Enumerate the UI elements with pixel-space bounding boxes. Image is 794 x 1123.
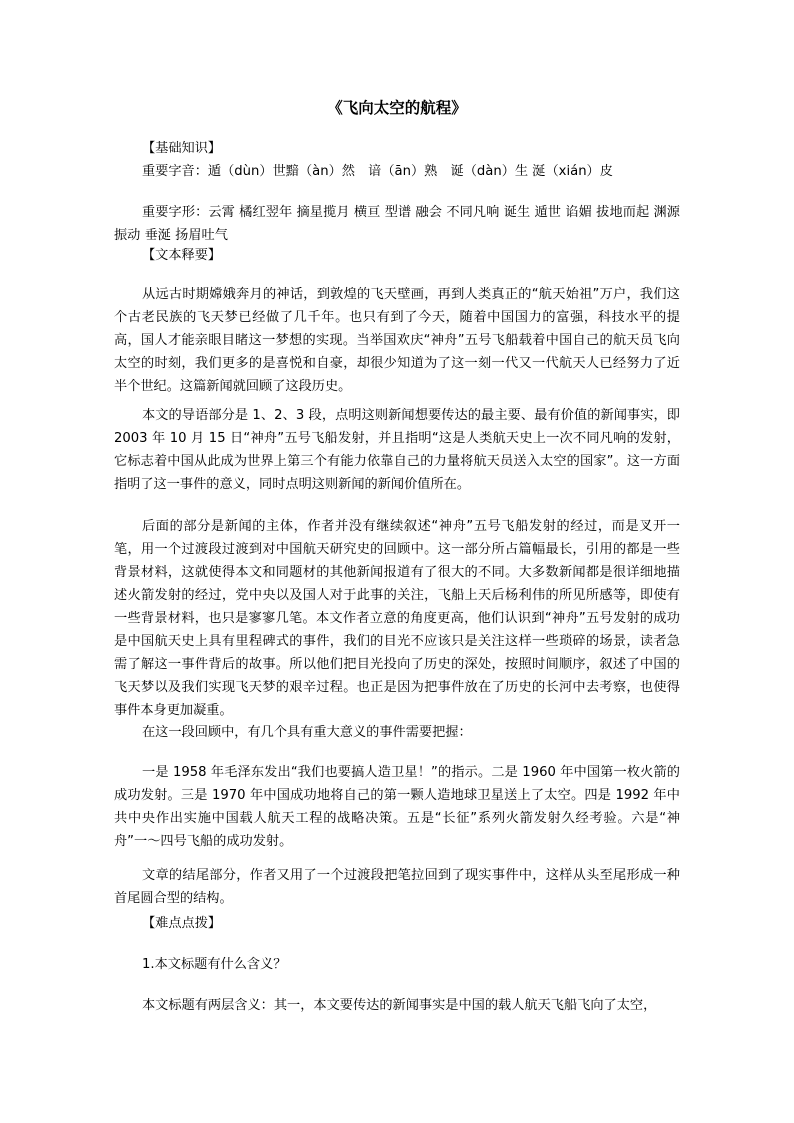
body-paragraph-4: 在这一段回顾中，有几个具有重大意义的事件需要把握： — [142, 725, 472, 740]
body-paragraph-5: 一是 1958 年毛泽东发出“我们也要搞人造卫星！”的指示。二是 1960 年中国第一枚火箭的成功发射。三是 1970 年中国成功地将自己的第一颗人造地球卫星送上了太空。四是 1992 年中共中央作出实施中国载人航天工程的战略决策。五是“长征”系列火箭发射久经考验。六是“神舟”一～四号飞船的成功发射。 — [114, 765, 680, 849]
answer-1: 本文标题有两层含义：其一，本文要传达的新闻事实是中国的载人航天飞船飞向了太空， — [142, 998, 657, 1013]
body-paragraph-2: 本文的导语部分是 1、2、3 段，点明这则新闻想要传达的最主要、最有价值的新闻事实，即 2003 年 10 月 15 日“神舟”五号飞船发射，并且指明“这是人类航天史上一次不同凡响的发射，它标志着中国从此成为世界上第三个有能力依靠自己的力量将航天员送入太空的国家”。这一方面指明了这一事件的意义，同时点明这则新闻的新闻价值所在。 — [114, 408, 681, 492]
section-heading-interpret: 【文本释要】 — [142, 248, 222, 263]
question-1: 1.本文标题有什么含义？ — [142, 957, 287, 972]
section-heading-basic: 【基础知识】 — [142, 141, 222, 156]
characters-paragraph: 重要字形：云霄 橘红翌年 摘星揽月 横亘 型谱 融会 不同凡响 诞生 遁世 谄媚 拔地而起 渊源 振动 垂涎 扬眉吐气 — [114, 205, 680, 243]
pronunciation-line: 重要字音：遁（dùn）世黯（àn）然 谙（ān）熟 诞（dàn）生 涎（xián）皮 — [142, 164, 613, 179]
body-paragraph-3: 后面的部分是新闻的主体，作者并没有继续叙述“神舟”五号飞船发射的经过，而是叉开一笔，用一个过渡段过渡到对中国航天研究史的回顾中。这一部分所占篇幅最长，引用的都是一些背景材料，这就使得本文和同题材的其他新闻报道有了很大的不同。大多数新闻都是很详细地描述火箭发射的经过，党中央以及国人对于此事的关注，飞船上天后杨利伟的所见所感等，即使有一些背景材料，也只是寥寥几笔。本文作者立意的角度更高，他们认识到“神舟”五号发射的成功是中国航天史上具有里程碑式的事件，我们的目光不应该只是关注这样一些琐碎的场景，读者急需了解这一事件背后的故事。所以他们把目光投向了历史的深处，按照时间顺序，叙述了中国的飞天梦以及我们实现飞天梦的艰辛过程。也正是因为把事件放在了历史的长河中去考察，也使得事件本身更加凝重。 — [114, 519, 680, 718]
body-paragraph-6: 文章的结尾部分，作者又用了一个过渡段把笔拉回到了现实事件中，这样从头至尾形成一种首尾圆合型的结构。 — [114, 868, 680, 906]
body-paragraph-1: 从远古时期嫦娥奔月的神话，到敦煌的飞天壁画，再到人类真正的“航天始祖”万户，我们这个古老民族的飞天梦已经做了几千年。也只有到了今天，随着中国国力的富强，科技水平的提高，国人才能亲眼目睹这一梦想的实现。当举国欢庆“神舟”五号飞船载着中国自己的航天员飞向太空的时刻，我们更多的是喜悦和自豪，却很少知道为了这一刻一代又一代航天人已经努力了近半个世纪。这篇新闻就回顾了这段历史。 — [114, 287, 680, 394]
section-heading-difficult: 【难点点拨】 — [142, 916, 222, 931]
page-title: 《飞向太空的航程》 — [327, 98, 467, 117]
